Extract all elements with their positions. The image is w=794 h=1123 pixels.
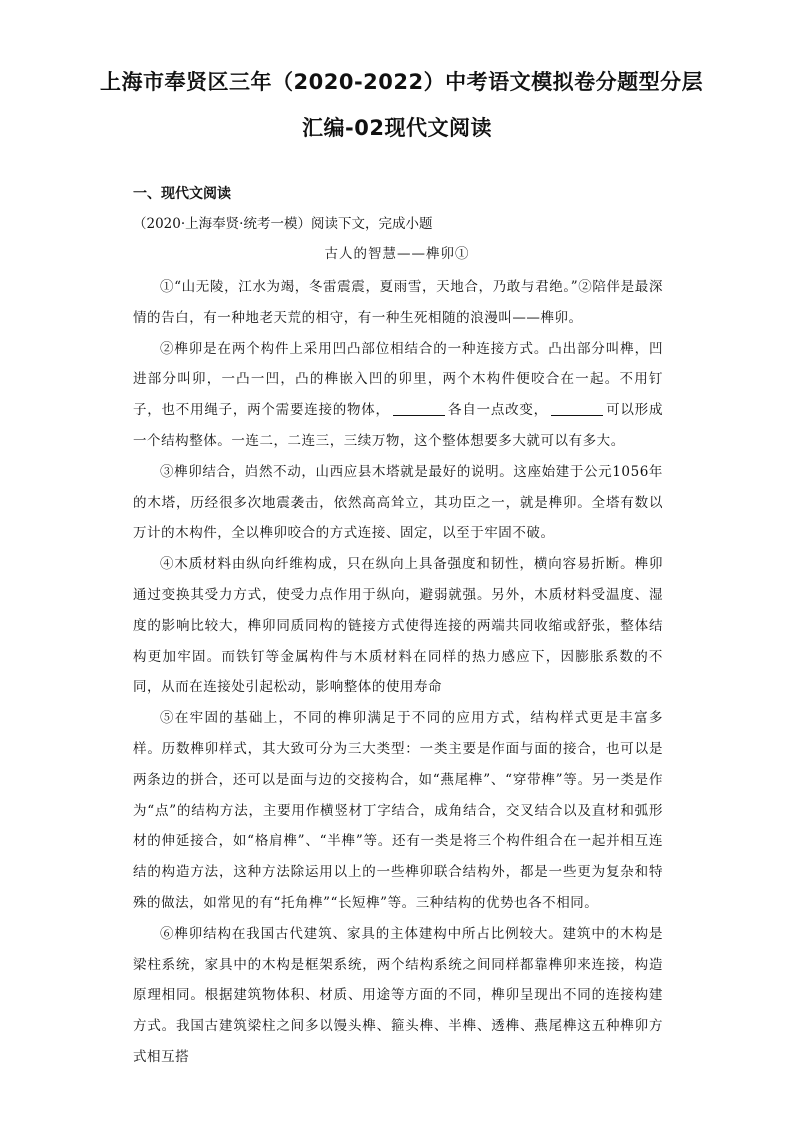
paragraph-5: ⑤在牢固的基础上，不同的榫卯满足于不同的应用方式，结构样式更是丰富多样。历数榫卯样式，其大致可分为三大类型：一类主要是作面与面的接合，也可以是两条边的拼合，还可以是面与边的交接构合，如“燕尾榫”、“穿带榫”等。另一类是作为“点”的结构方法，主要用作横竖材丁字结合，成角结合，交叉结合以及直材和弧形材的伸延接合，如“格肩榫”、“半榫”等。还有一类是将三个构件组合在一起并相互连结的构造方法，这种方法除运用以上的一些榫卯联合结构外，都是一些更为复杂和特殊的做法，如常见的有“托角榫”“长短榫”等。三种结构的优势也各不相同。 <box>133 710 663 911</box>
document-title-line1: 上海市奉贤区三年（2020-2022）中考语文模拟卷分题型分层 <box>100 70 704 94</box>
paragraph-2-part-2: 各自一点改变， <box>447 402 548 419</box>
paragraph-2 <box>133 334 663 457</box>
question-source: （2020·上海奉贤·统考一模）阅读下文，完成小题 <box>133 216 433 232</box>
article-title: 古人的智慧——榫卯① <box>324 246 470 262</box>
document-title-line2: 汇编-02现代文阅读 <box>302 116 492 140</box>
paragraph-4: ④木质材料由纵向纤维构成，只在纵向上具备强度和韧性，横向容易折断。榫卯通过变换其受力方式，使受力点作用于纵向，避弱就强。另外，木质材料受温度、湿度的影响比较大，榫卯同质同构的链接方式使得连接的两端共同收缩或舒张，整体结构更加牢固。而铁钉等金属构件与木质材料在同样的热力感应下，因膨胀系数的不同，从而在连接处引起松动，影响整体的使用寿命 <box>133 556 663 696</box>
fill-blank-2 <box>551 401 603 416</box>
paragraph-1: ①“山无陵，江水为竭，冬雷震震，夏雨雪，天地合，乃敢与君绝。”②陪伴是最深情的告白，有一种地老天荒的相守，有一种生死相随的浪漫叫——榫卯。 <box>133 279 663 326</box>
paragraph-2-part-3: 可以形成一个结构整体。一连二，二连三，三续万物，这个整体想要多大就可以有多大。 <box>133 402 663 449</box>
article-body <box>133 272 663 1073</box>
paragraph-2-part-1: ②榫卯是在两个构件上采用凹凸部位相结合的一种连接方式。凸出部分叫榫，凹进部分叫卯，一凸一凹，凸的榫嵌入凹的卯里，两个木构件便咬合在一起。不用钉子，也不用绳子，两个需要连接的物体， <box>133 340 663 419</box>
paragraph-3: ③榫卯结合，岿然不动，山西应县木塔就是最好的说明。这座始建于公元1056年的木塔，历经很多次地震袭击，依然高高耸立，其功臣之一，就是榫卯。全塔有数以万计的木构件，全以榫卯咬合的方式连接、固定，以至于牢固不破。 <box>133 463 663 542</box>
section-heading: 一、现代文阅读 <box>133 186 231 202</box>
paragraph-6: ⑥榫卯结构在我国古代建筑、家具的主体建构中所占比例较大。建筑中的木构是梁柱系统，家具中的木构是框架系统，两个结构系统之间同样都靠榫卯来连接，构造原理相同。根据建筑物体积、材质、用途等方面的不同，榫卯呈现出不同的连接构建方式。我国古建筑梁柱之间多以馒头榫、箍头榫、半榫、透榫、燕尾榫这五种榫卯方式相互搭 <box>133 925 663 1065</box>
fill-blank-1 <box>393 401 445 416</box>
